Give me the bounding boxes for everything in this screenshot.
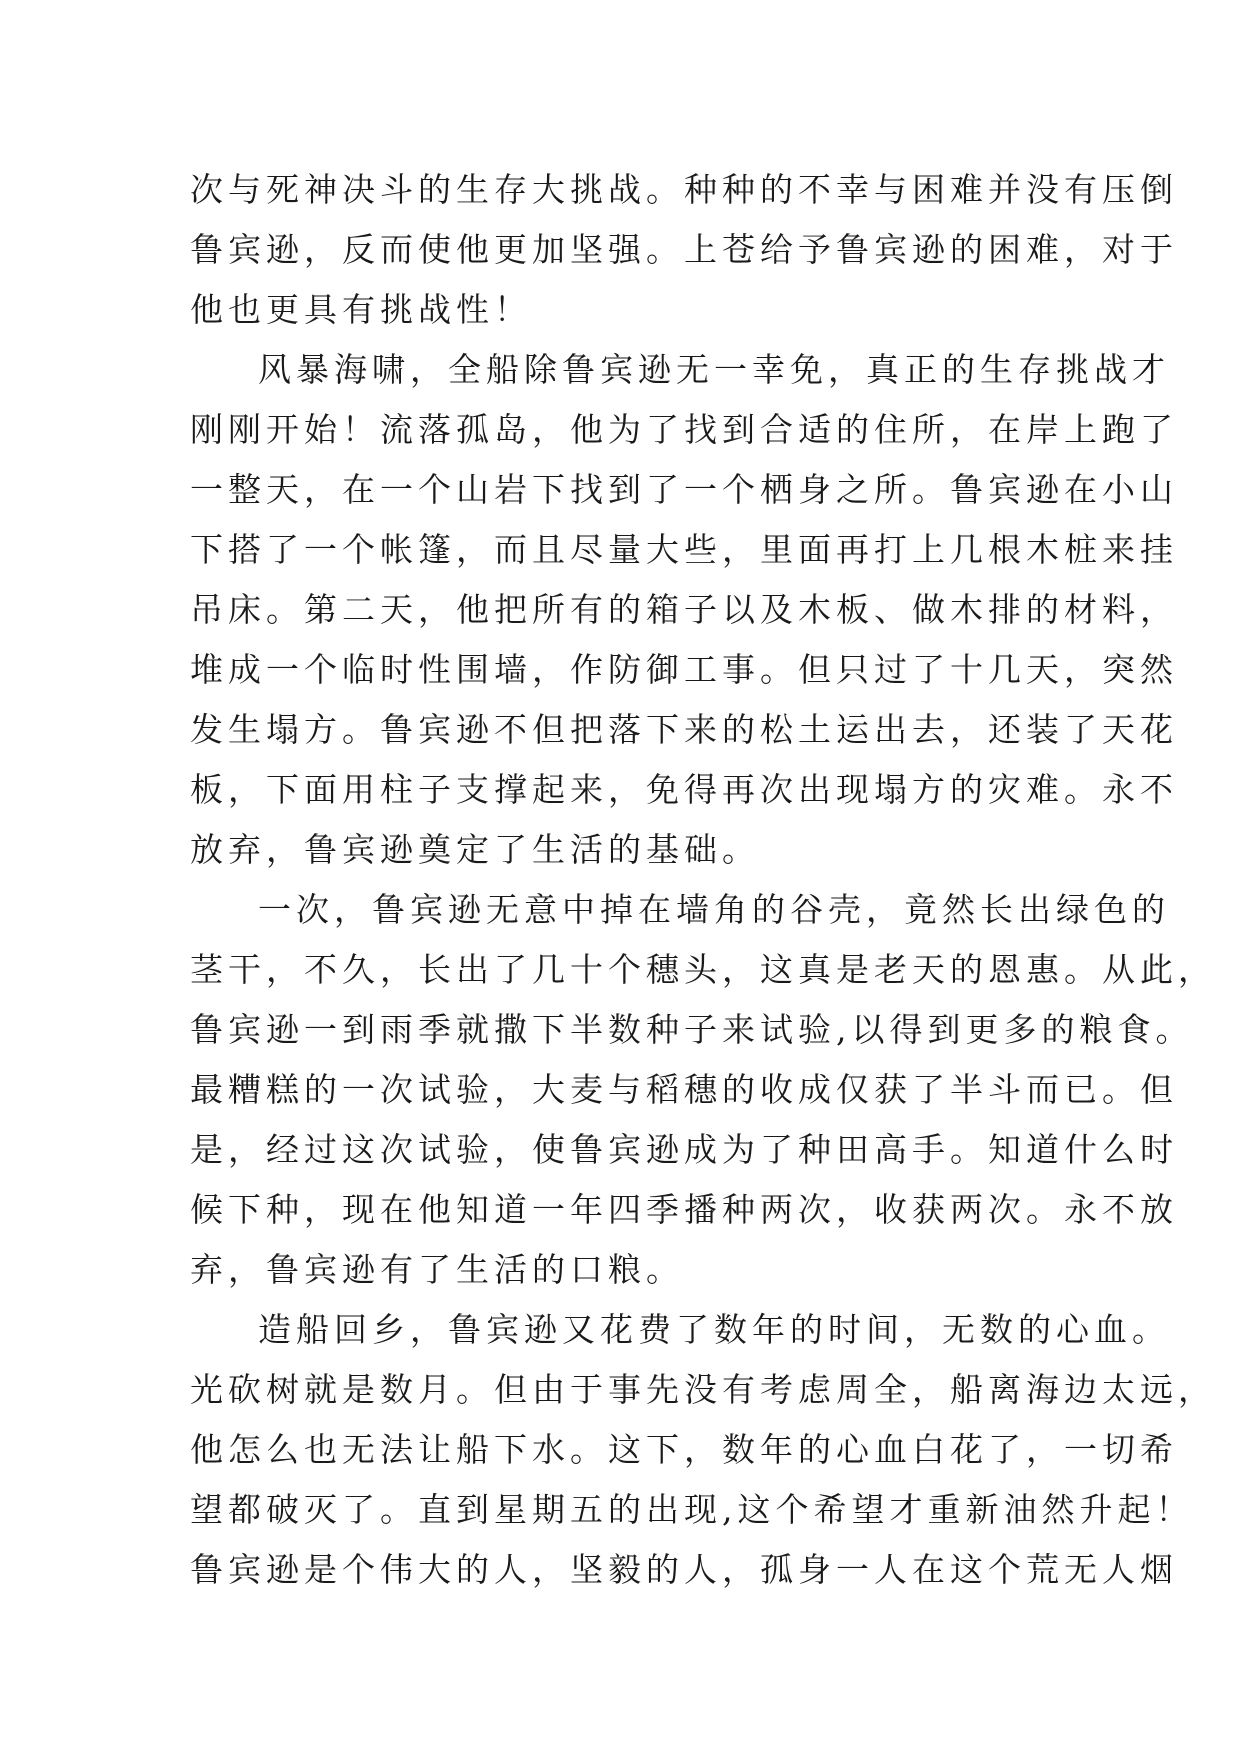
text-line: 候下种，现在他知道一年四季播种两次，收获两次。永不放 [190,1190,1178,1229]
text-line: 望都破灭了。直到星期五的出现,这个希望才重新油然升起！ [190,1490,1194,1529]
text-line: 刚刚开始！流落孤岛，他为了找到合适的住所，在岸上跑了 [190,410,1178,449]
text-line: 堆成一个临时性围墙，作防御工事。但只过了十几天，突然 [190,650,1178,689]
paragraph-first-line: 一次，鲁宾逊无意中掉在墙角的谷壳，竟然长出绿色的 [258,890,1170,929]
paragraph-first-line: 造船回乡，鲁宾逊又花费了数年的时间，无数的心血。 [258,1310,1170,1349]
text-line: 发生塌方。鲁宾逊不但把落下来的松土运出去，还装了天花 [190,710,1178,749]
text-line: 放弃，鲁宾逊奠定了生活的基础。 [190,830,760,869]
text-line: 鲁宾逊是个伟大的人，坚毅的人，孤身一人在这个荒无人烟 [190,1550,1178,1589]
text-line: 次与死神决斗的生存大挑战。种种的不幸与困难并没有压倒 [190,170,1178,209]
text-line: 光砍树就是数月。但由于事先没有考虑周全，船离海边太远， [190,1370,1216,1409]
text-line: 下搭了一个帐篷，而且尽量大些，里面再打上几根木桩来挂 [190,530,1178,569]
body-text [190,160,1216,1600]
text-line: 他怎么也无法让船下水。这下，数年的心血白花了，一切希 [190,1430,1178,1469]
text-line: 鲁宾逊一到雨季就撒下半数种子来试验,以得到更多的粮食。 [190,1010,1194,1049]
text-line: 弃，鲁宾逊有了生活的口粮。 [190,1250,684,1289]
text-line: 茎干，不久，长出了几十个穗头，这真是老天的恩惠。从此， [190,950,1216,989]
text-line: 鲁宾逊，反而使他更加坚强。上苍给予鲁宾逊的困难，对于 [190,230,1178,269]
text-line: 板，下面用柱子支撑起来，免得再次出现塌方的灾难。永不 [190,770,1178,809]
text-line: 吊床。第二天，他把所有的箱子以及木板、做木排的材料， [190,590,1178,629]
text-line: 最糟糕的一次试验，大麦与稻穗的收成仅获了半斗而已。但 [190,1070,1178,1109]
text-line: 一整天，在一个山岩下找到了一个栖身之所。鲁宾逊在小山 [190,470,1178,509]
text-line: 他也更具有挑战性！ [190,290,532,329]
paragraph-first-line: 风暴海啸，全船除鲁宾逊无一幸免，真正的生存挑战才 [258,350,1170,389]
text-line: 是，经过这次试验，使鲁宾逊成为了种田高手。知道什么时 [190,1130,1178,1169]
